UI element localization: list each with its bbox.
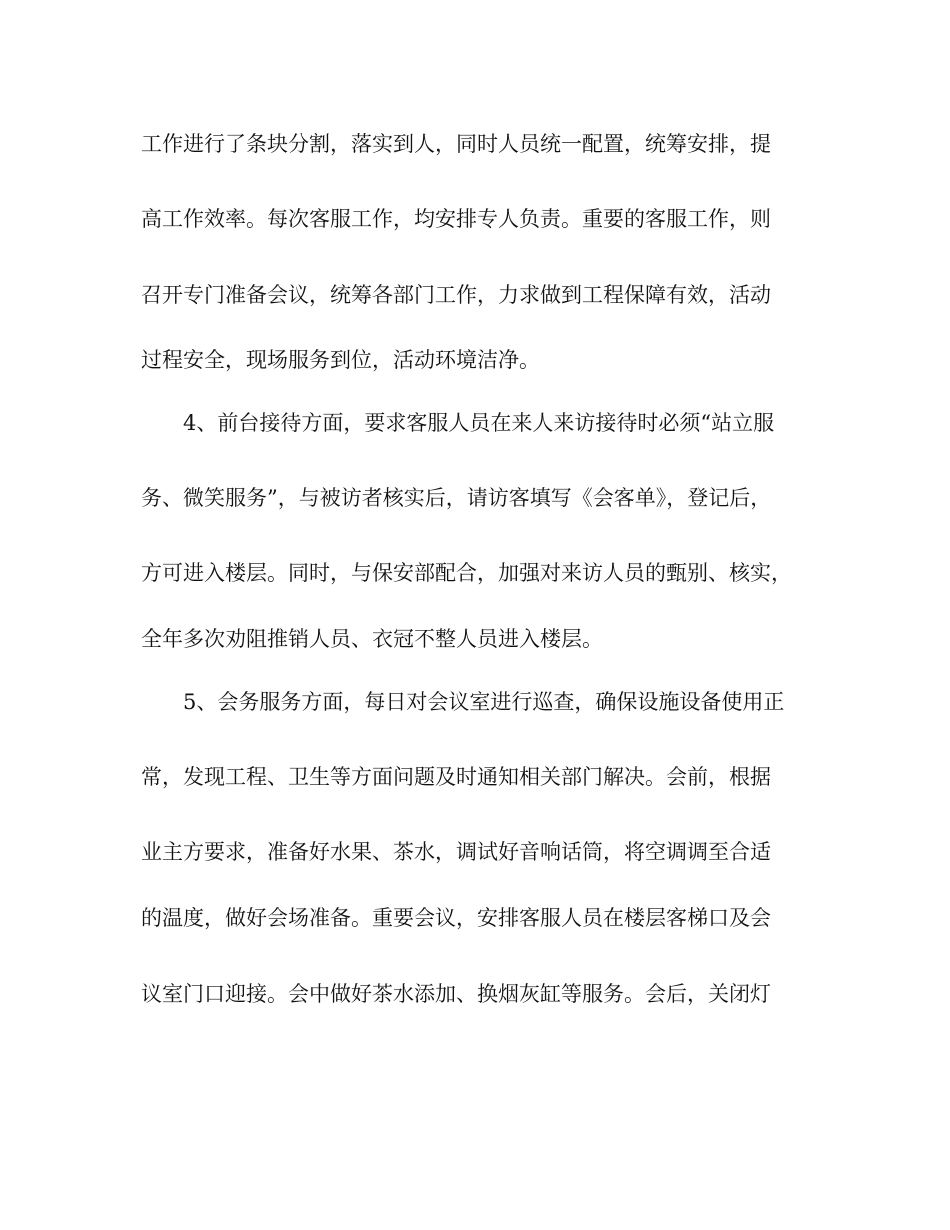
text-line: 方可进入楼层。同时，与保安部配合，加强对来访人员的甄别、核实， [141, 561, 792, 585]
paragraph-first-line: 5、会务服务方面，每日对会议室进行巡查，确保设施设备使用正 [183, 690, 785, 714]
text-line: 过程安全，现场服务到位，活动环境洁净。 [141, 348, 540, 372]
text-line: 工作进行了条块分割，落实到人，同时人员统一配置，统筹安排，提 [141, 132, 771, 156]
text-line: 召开专门准备会议，统筹各部门工作，力求做到工程保障有效，活动 [141, 283, 771, 307]
text-line: 常，发现工程、卫生等方面问题及时通知相关部门解决。会前，根据 [141, 765, 771, 789]
text-line: 议室门口迎接。会中做好茶水添加、换烟灰缸等服务。会后，关闭灯 [141, 982, 771, 1006]
paragraph-first-line: 4、前台接待方面，要求客服人员在来人来访接待时必须“站立服 [183, 411, 775, 435]
text-line: 务、微笑服务”，与被访者核实后，请访客填写《会客单》，登记后， [141, 486, 772, 510]
text-line: 高工作效率。每次客服工作，均安排专人负责。重要的客服工作，则 [141, 207, 771, 231]
text-line: 的温度，做好会场准备。重要会议，安排客服人员在楼层客梯口及会 [141, 906, 771, 930]
text-line: 业主方要求，准备好水果、茶水，调试好音响话筒，将空调调至合适 [141, 840, 771, 864]
text-line: 全年多次劝阻推销人员、衣冠不整人员进入楼层。 [141, 627, 603, 651]
